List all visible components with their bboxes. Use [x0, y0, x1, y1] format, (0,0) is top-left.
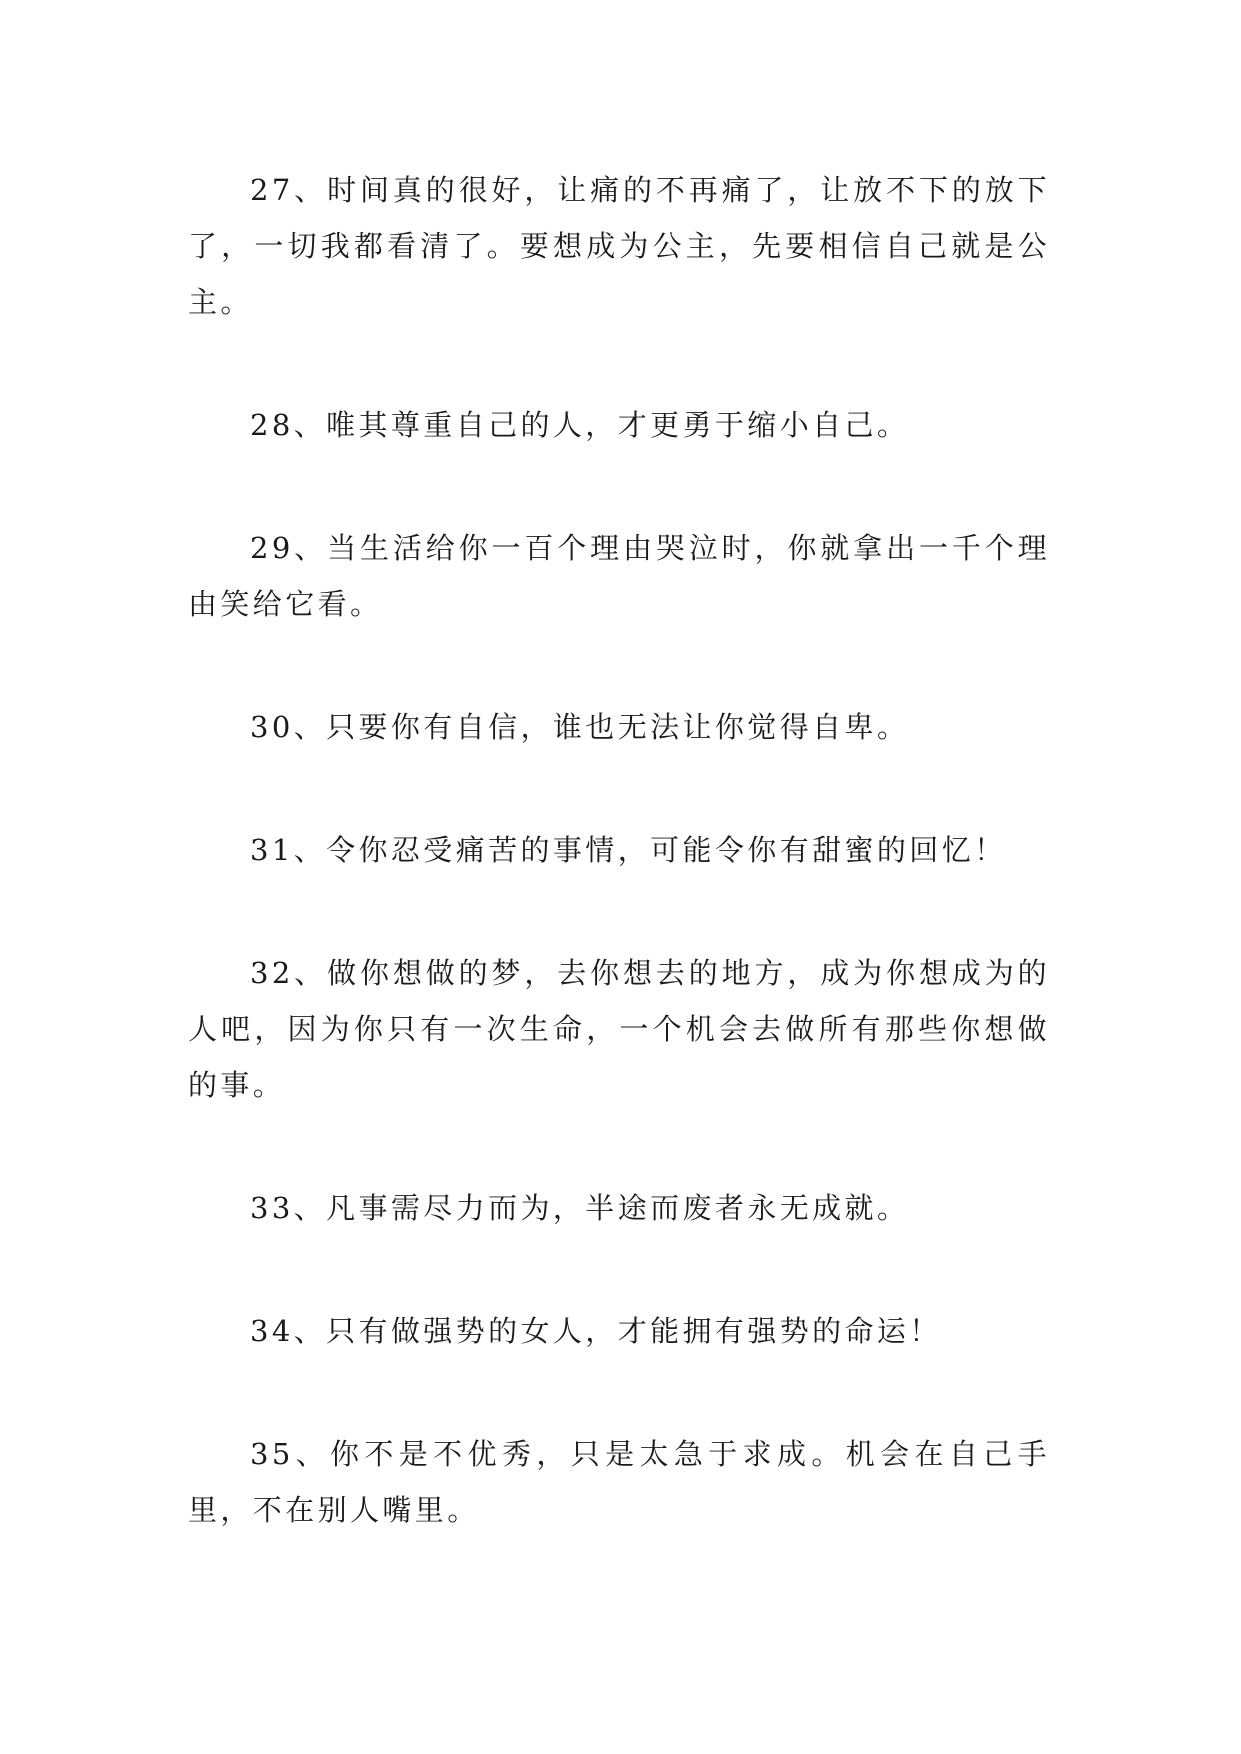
paragraph-29: 29、当生活给你一百个理由哭泣时，你就拿出一千个理由笑给它看。 [188, 531, 1050, 621]
document-body [188, 162, 1050, 1538]
paragraph-35: 35、你不是不优秀，只是太急于求成。机会在自己手里，不在别人嘴里。 [188, 1437, 1050, 1527]
paragraph-30: 30、只要你有自信，谁也无法让你觉得自卑。 [250, 710, 910, 744]
paragraph-34: 34、只有做强势的女人，才能拥有强势的命运！ [250, 1314, 942, 1348]
paragraph-33: 33、凡事需尽力而为，半途而废者永无成就。 [250, 1191, 910, 1225]
paragraph-31: 31、令你忍受痛苦的事情，可能令你有甜蜜的回忆！ [250, 833, 1007, 867]
paragraph-27: 27、时间真的很好，让痛的不再痛了，让放不下的放下了，一切我都看清了。要想成为公主，先要相信自己就是公主。 [188, 173, 1050, 319]
paragraph-32: 32、做你想做的梦，去你想去的地方，成为你想成为的人吧，因为你只有一次生命，一个机会去做所有那些你想做的事。 [188, 956, 1050, 1102]
paragraph-28: 28、唯其尊重自己的人，才更勇于缩小自己。 [250, 408, 910, 442]
